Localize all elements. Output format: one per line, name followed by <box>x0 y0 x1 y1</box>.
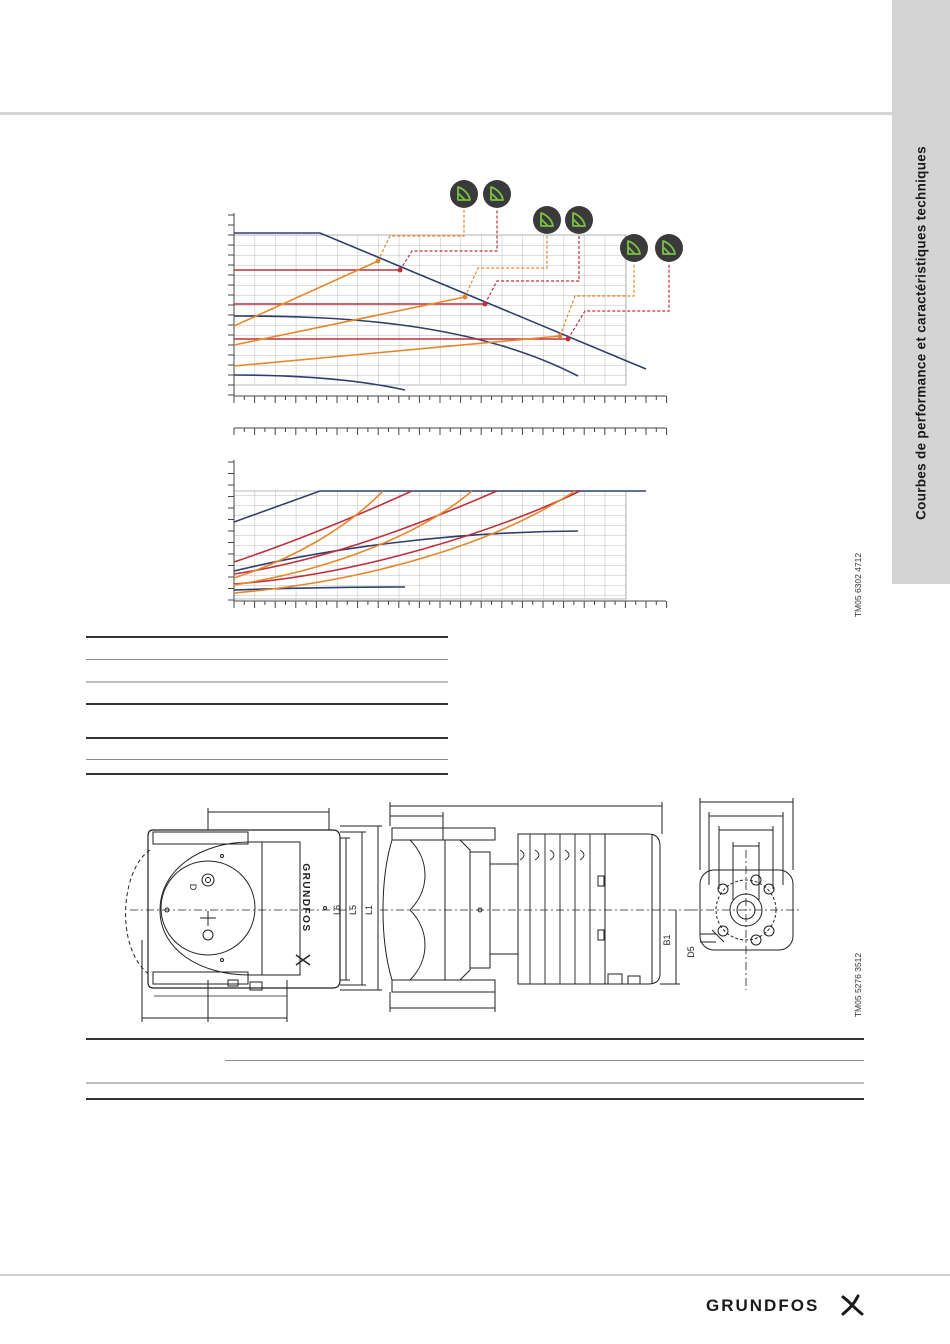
pump-logo-mark <box>296 955 310 965</box>
table1-rule-3 <box>86 681 448 683</box>
side-tab-title: Courbes de performance et caractéristiques techniques <box>913 146 929 520</box>
table3-rule-3 <box>86 1082 864 1084</box>
curves-figure-code: TM05 6302 4712 <box>853 552 863 618</box>
middle-scale-ticks <box>234 428 667 435</box>
table3-rule-2 <box>225 1060 864 1061</box>
front-view <box>126 808 382 1022</box>
dim-label-l6: L6 <box>332 904 342 916</box>
table2-rule-2 <box>86 759 448 760</box>
upper-grid <box>234 235 626 385</box>
pump-brand-text: GRUNDFOS <box>300 863 311 933</box>
dim-label-l5: L5 <box>348 904 358 916</box>
autoadapt-curve-icon <box>620 234 648 262</box>
flange-view <box>690 798 800 990</box>
table3-rule-top <box>86 1038 864 1040</box>
lower-y-ticks <box>228 462 234 600</box>
performance-curves <box>0 0 950 620</box>
table1-rule-top <box>86 636 448 638</box>
autoadapt-curve-icon <box>533 206 561 234</box>
pump-dial-label: D <box>188 883 198 891</box>
side-view <box>380 802 690 1012</box>
drawing-figure-code: TM05 5276 3512 <box>853 952 863 1018</box>
table2-rule-bottom <box>86 773 448 775</box>
table3-rule-bottom <box>86 1098 864 1100</box>
table2-rule-top <box>86 737 448 739</box>
footer-rule <box>0 1274 950 1276</box>
autoadapt-curve-icon <box>483 180 511 208</box>
lower-x-ticks <box>234 601 667 608</box>
upper-x-ticks <box>234 396 667 403</box>
dim-label-d5: D5 <box>686 946 696 958</box>
autoadapt-curve-icon <box>655 234 683 262</box>
upper-y-ticks <box>228 215 234 395</box>
dim-label-l1: L1 <box>364 904 374 916</box>
lower-grid <box>234 491 626 599</box>
footer-logo-mark <box>840 1292 866 1318</box>
footer-logo: GRUNDFOS <box>706 1296 820 1315</box>
dim-label-b1: B1 <box>662 934 672 946</box>
dimension-drawing <box>0 790 880 1030</box>
autoadapt-curve-icon <box>565 206 593 234</box>
table1-rule-4 <box>86 703 448 705</box>
table1-rule-2 <box>86 659 448 660</box>
autoadapt-curve-icon <box>450 180 478 208</box>
